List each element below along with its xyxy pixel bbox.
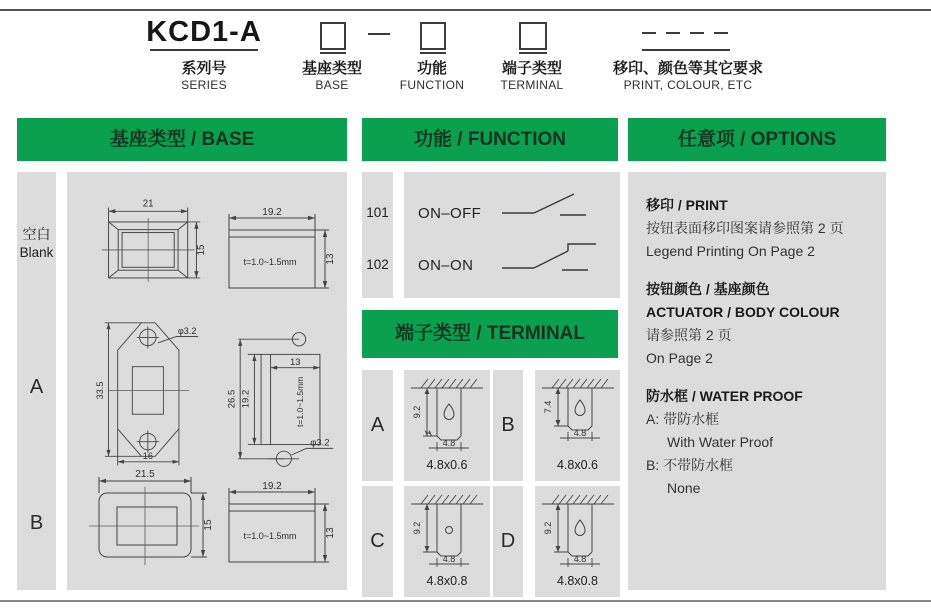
base-section-header: 基座类型 / BASE — [17, 118, 347, 161]
function-slot-label-en: FUNCTION — [399, 78, 465, 92]
series-label-en: SERIES — [181, 78, 227, 92]
base-row-b-label: B — [29, 512, 44, 534]
dim-label: 4.8 — [573, 428, 587, 438]
code-separator-dash — [368, 33, 390, 35]
options-slot-label-en: PRINT, COLOUR, ETC — [623, 78, 753, 92]
terminal-strip-b — [493, 370, 523, 481]
dim-label: 9.2 — [543, 521, 553, 535]
base-row-a-label: A — [29, 376, 44, 398]
terminal-strip-d — [493, 486, 523, 597]
dim-label: 19.2 — [262, 481, 282, 492]
function-label-onoff: ON–OFF — [418, 205, 482, 222]
spacer — [646, 370, 872, 385]
dim-label: 21.5 — [135, 469, 155, 480]
colour-line-en: On Page 2 — [646, 350, 713, 366]
options-dash-2 — [666, 32, 680, 34]
spacer — [646, 263, 872, 278]
function-slot-underline — [420, 52, 446, 54]
dim-label: 4.8 — [442, 554, 456, 564]
base-row-blank-label-zh: 空白 — [22, 226, 51, 242]
blank-front-drawing — [92, 192, 212, 304]
terminal-slot-label-en: TERMINAL — [500, 78, 564, 92]
base-slot-label-zh: 基座类型 — [301, 60, 362, 77]
blank-cutout-drawing — [219, 204, 337, 300]
dim-label: 16 — [142, 451, 153, 462]
terminal-a-drawing — [407, 374, 487, 456]
thickness-label: t=1.0~1.5mm — [294, 376, 305, 427]
series-code: KCD1-A — [146, 16, 262, 48]
waterproof-b-en: None — [667, 480, 701, 496]
function-section-header: 功能 / FUNCTION — [362, 118, 618, 161]
series-label-zh: 系列号 — [181, 60, 227, 77]
function-code-strip — [362, 172, 393, 298]
base-row-blank-label-en: Blank — [19, 245, 54, 260]
options-dash-1 — [642, 32, 656, 34]
dim-label: 13 — [325, 253, 336, 265]
dim-label: 15 — [196, 244, 208, 256]
dim-label: 19.2 — [240, 389, 252, 409]
base-label-strip — [17, 172, 56, 590]
terminal-panel-a — [404, 370, 490, 481]
colour-heading-en: ACTUATOR / BODY COLOUR — [646, 304, 840, 320]
terminal-letter-d: D — [500, 530, 516, 552]
terminal-strip-c — [362, 486, 393, 597]
terminal-letter-c: C — [370, 530, 385, 552]
terminal-strip-a — [362, 370, 393, 481]
dim-label: 7.4 — [543, 400, 553, 414]
terminal-code-box — [519, 22, 547, 50]
base-slot-underline — [320, 52, 346, 54]
a-cutout-drawing — [225, 324, 337, 474]
terminal-size-c: 4.8x0.8 — [426, 574, 468, 588]
terminal-size-b: 4.8x0.6 — [556, 458, 598, 472]
function-panel — [404, 172, 620, 298]
options-slot-label-zh: 移印、颜色等其它要求 — [612, 60, 763, 77]
terminal-c-drawing — [407, 490, 487, 572]
dim-label: 26.5 — [226, 389, 238, 409]
terminal-d-drawing — [538, 490, 618, 572]
dim-label: 9.2 — [412, 521, 422, 535]
base-drawings-panel — [67, 172, 347, 590]
b-cutout-drawing — [219, 478, 337, 574]
terminal-panel-d — [535, 486, 620, 597]
waterproof-a-en: With Water Proof — [667, 434, 774, 450]
options-dash-3 — [690, 32, 704, 34]
print-heading: 移印 / PRINT — [646, 197, 728, 213]
dim-label: 19.2 — [262, 207, 282, 218]
colour-line-zh: 请参照第 2 页 — [646, 327, 732, 343]
dim-label: φ3.2 — [177, 325, 197, 336]
terminal-size-d: 4.8x0.8 — [556, 574, 598, 588]
dim-label: 9.2 — [412, 405, 422, 419]
options-dash-4 — [714, 32, 728, 34]
dim-label: 13 — [325, 527, 336, 539]
print-line-zh: 按钮表面移印图案请参照第 2 页 — [646, 220, 844, 236]
dim-label: 13 — [289, 356, 301, 368]
function-code-101: 101 — [366, 205, 389, 220]
terminal-size-a: 4.8x0.6 — [426, 458, 468, 472]
series-underline — [150, 49, 258, 51]
onon-switch-symbol — [500, 230, 612, 284]
terminal-slot-label-zh: 端子类型 — [501, 60, 562, 77]
function-code-box — [420, 22, 446, 50]
b-front-drawing — [87, 465, 217, 577]
waterproof-b-zh: B: 不带防水框 — [646, 457, 734, 473]
options-panel — [628, 172, 886, 590]
dim-label: 4.8 — [442, 438, 456, 448]
bottom-rule — [0, 600, 931, 602]
options-section-header: 任意项 / OPTIONS — [628, 118, 886, 161]
terminal-b-drawing — [538, 374, 618, 456]
dim-label: 4.8 — [573, 554, 587, 564]
base-slot-label-en: BASE — [315, 78, 349, 92]
waterproof-a-zh: A: 带防水框 — [646, 411, 720, 427]
function-label-onon: ON–ON — [418, 257, 474, 274]
options-slot-underline — [642, 49, 730, 51]
dim-label: 15 — [203, 519, 214, 531]
terminal-letter-a: A — [370, 414, 385, 436]
onoff-switch-symbol — [500, 188, 612, 228]
dim-label: φ3.2 — [310, 437, 330, 449]
terminal-panel-c — [404, 486, 490, 597]
function-code-102: 102 — [366, 257, 389, 272]
thickness-label: t=1.0~1.5mm — [243, 257, 297, 267]
terminal-panel-b — [535, 370, 620, 481]
thickness-label: t=1.0~1.5mm — [243, 531, 297, 541]
colour-heading-zh: 按钮颜色 / 基座颜色 — [646, 281, 770, 297]
terminal-slot-underline — [519, 52, 547, 54]
waterproof-heading: 防水框 / WATER PROOF — [646, 388, 803, 404]
function-slot-label-zh: 功能 — [416, 60, 447, 77]
dim-label: 33.5 — [95, 381, 106, 400]
dim-label: 21 — [142, 198, 154, 210]
terminal-letter-b: B — [501, 414, 515, 436]
terminal-section-header: 端子类型 / TERMINAL — [362, 310, 618, 358]
print-line-en: Legend Printing On Page 2 — [646, 243, 815, 259]
base-code-box — [320, 22, 346, 50]
top-rule — [0, 9, 931, 11]
a-front-drawing — [92, 310, 211, 470]
